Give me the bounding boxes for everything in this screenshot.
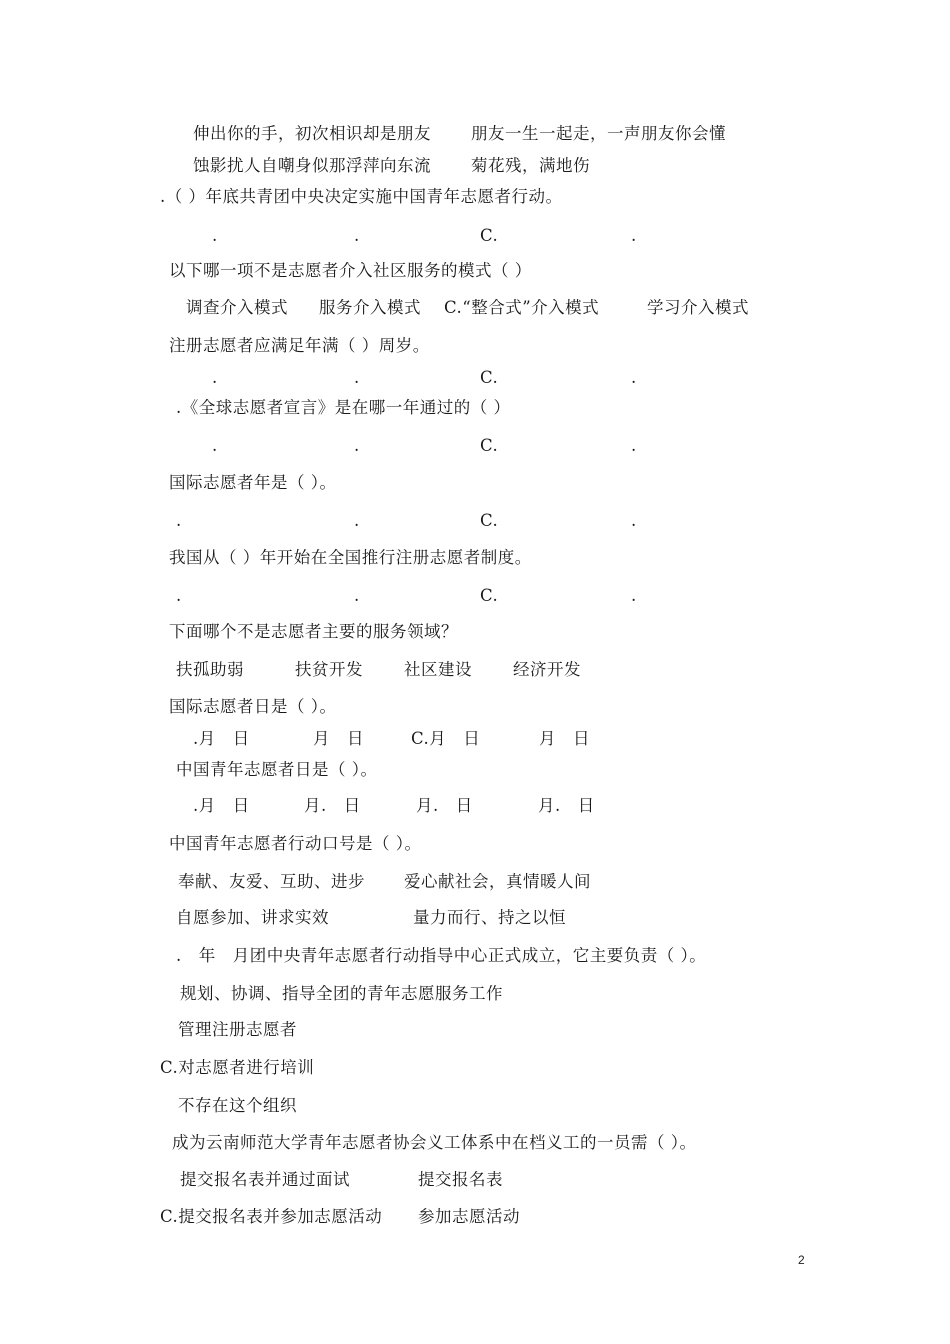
option-c: 自愿参加、讲求实效 xyxy=(176,908,329,927)
option-b: 服务介入模式 xyxy=(319,298,421,317)
option-c: C. xyxy=(480,586,499,605)
option-a: . xyxy=(176,511,182,530)
option-b: . xyxy=(354,511,360,530)
option-a: 规划、协调、指导全团的青年志愿服务工作 xyxy=(180,984,503,1003)
option-c: 月. 日 xyxy=(416,796,473,815)
option-b: 月. 日 xyxy=(304,796,361,815)
option-d: . xyxy=(631,511,637,530)
option-a: .月 日 xyxy=(193,729,250,748)
question-12: 成为云南师范大学青年志愿者协会义工体系中在档义工的一员需（ ）。 xyxy=(172,1133,697,1152)
option-a: .月 日 xyxy=(193,796,250,815)
question-10: 中国青年志愿者行动口号是（ ）。 xyxy=(169,834,422,853)
option-a: 调查介入模式 xyxy=(186,298,288,317)
option-a: . xyxy=(212,368,218,387)
option-d: 参加志愿活动 xyxy=(418,1207,520,1226)
option-a: . xyxy=(212,226,218,245)
question-3: 注册志愿者应满足年满（ ）周岁。 xyxy=(169,336,430,355)
option-c: C. xyxy=(480,368,499,387)
question-11: . 年 月团中央青年志愿者行动指导中心正式成立，它主要负责（ ）。 xyxy=(176,946,707,965)
question-1: .（ ）年底共青团中央决定实施中国青年志愿者行动。 xyxy=(160,187,563,206)
option-d: 月 日 xyxy=(539,729,590,748)
option-c: C. xyxy=(480,436,499,455)
option-b: . xyxy=(354,368,360,387)
question-7: 下面哪个不是志愿者主要的服务领域？ xyxy=(169,622,458,641)
option-d: . xyxy=(631,436,637,455)
question-2: 以下哪一项不是志愿者介入社区服务的模式（ ） xyxy=(169,261,532,280)
option-c: C.对志愿者进行培训 xyxy=(160,1058,315,1077)
option-b: . xyxy=(354,226,360,245)
option-c: 社区建设 xyxy=(404,660,472,679)
option-b: . xyxy=(354,586,360,605)
option-d: . xyxy=(631,368,637,387)
question-4: .《全球志愿者宣言》是在哪一年通过的（ ） xyxy=(176,398,511,417)
option-b: 管理注册志愿者 xyxy=(178,1020,297,1039)
option-d: . xyxy=(631,226,637,245)
option-c: C.月 日 xyxy=(411,729,481,748)
option-d: . xyxy=(631,586,637,605)
option-a: . xyxy=(176,586,182,605)
option-b: 扶贫开发 xyxy=(295,660,363,679)
option-a: . xyxy=(212,436,218,455)
option-a: 奉献、友爱、互助、进步 xyxy=(178,872,365,891)
option-b: 月 日 xyxy=(313,729,364,748)
question-6: 我国从（ ）年开始在全国推行注册志愿者制度。 xyxy=(169,548,532,567)
option-c: C.提交报名表并参加志愿活动 xyxy=(160,1207,383,1226)
option-b: . xyxy=(354,436,360,455)
option-c: C. xyxy=(480,226,499,245)
option-d: 经济开发 xyxy=(513,660,581,679)
option-c: C. xyxy=(480,511,499,530)
option-d: 不存在这个组织 xyxy=(178,1096,297,1115)
question-5: 国际志愿者年是（ ）。 xyxy=(169,473,337,492)
lyric-line: 蚀影扰人自嘲身似那浮萍向东流 xyxy=(193,156,431,175)
option-d: 量力而行、持之以恒 xyxy=(413,908,566,927)
option-b: 提交报名表 xyxy=(418,1170,503,1189)
option-d: 月. 日 xyxy=(538,796,595,815)
lyric-line: 朋友一生一起走，一声朋友你会懂 xyxy=(471,124,726,143)
option-a: 扶孤助弱 xyxy=(176,660,244,679)
option-c: C.“整合式”介入模式 xyxy=(444,298,600,317)
option-b: 爱心献社会，真情暖人间 xyxy=(404,872,591,891)
lyric-line: 伸出你的手，初次相识却是朋友 xyxy=(193,124,431,143)
option-d: 学习介入模式 xyxy=(647,298,749,317)
option-a: 提交报名表并通过面试 xyxy=(180,1170,350,1189)
question-8: 国际志愿者日是（ ）。 xyxy=(169,697,337,716)
page-number: 2 xyxy=(798,1253,806,1267)
lyric-line: 菊花残，满地伤 xyxy=(471,156,590,175)
question-9: 中国青年志愿者日是（ ）。 xyxy=(176,760,378,779)
